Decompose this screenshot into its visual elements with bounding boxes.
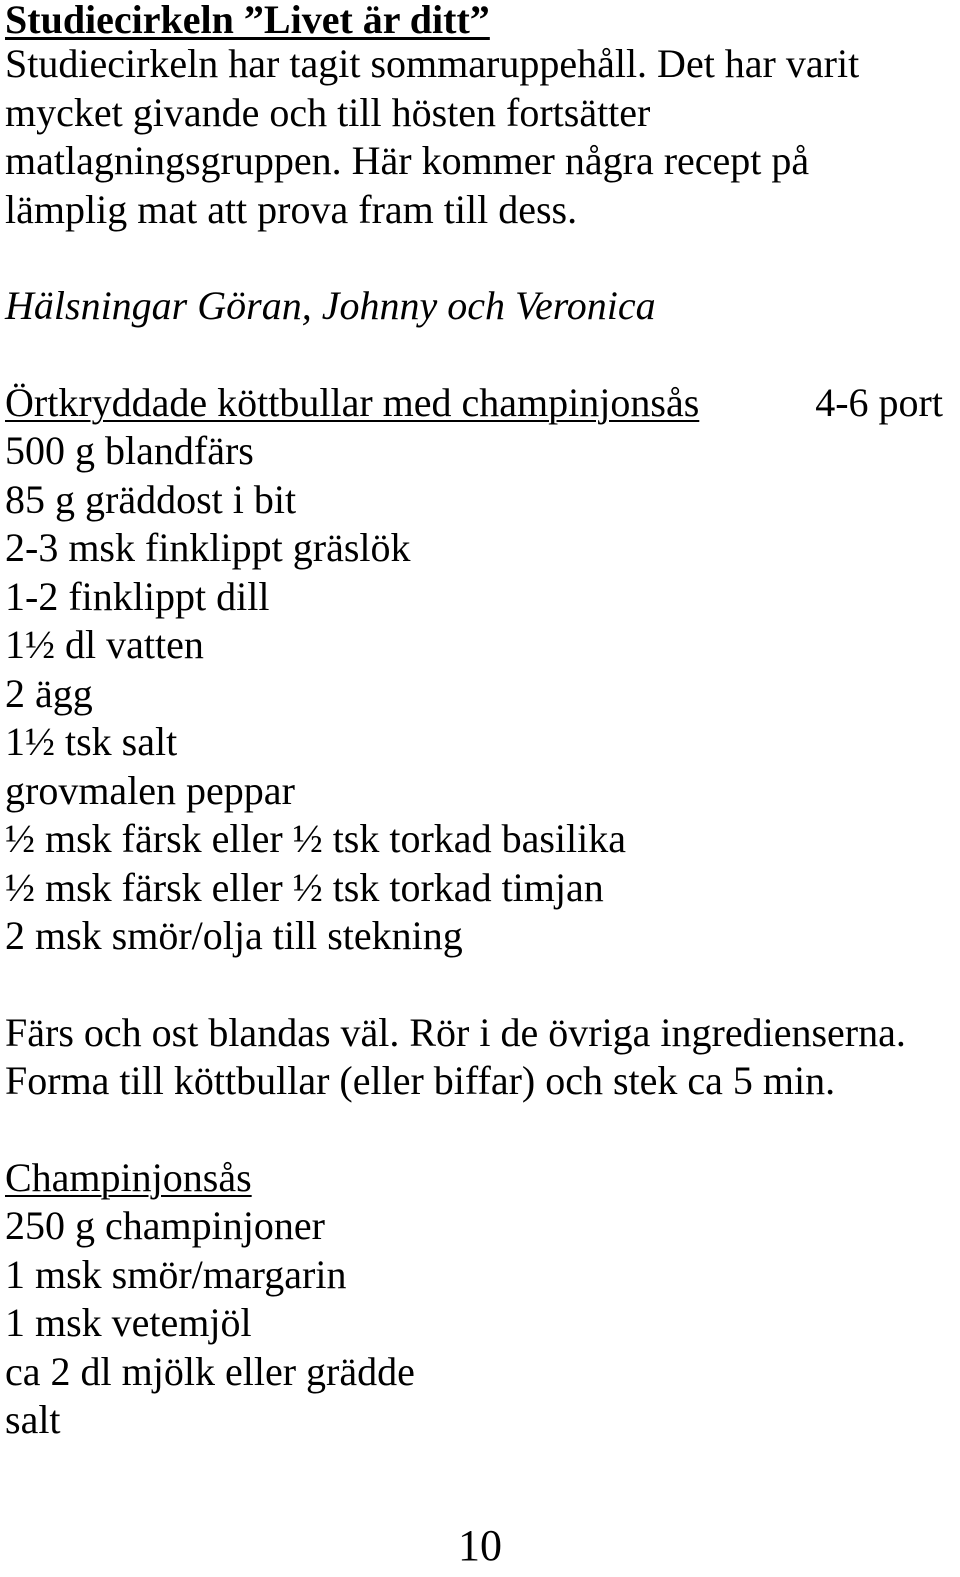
- ingredient-item: 2 msk smör/olja till stekning: [5, 913, 463, 958]
- ingredient-item: ½ msk färsk eller ½ tsk torkad basilika: [5, 816, 626, 861]
- intro-paragraph: [5, 40, 955, 234]
- recipe-portions: 4-6 port: [815, 379, 943, 425]
- intro-line: mycket givande och till hösten fortsätter: [5, 89, 651, 135]
- recipe-instructions: [5, 1009, 955, 1106]
- ingredient-item: 1½ dl vatten: [5, 622, 204, 667]
- recipe-header: [5, 379, 955, 428]
- ingredient-item: 1½ tsk salt: [5, 719, 178, 764]
- ingredient-item: ca 2 dl mjölk eller grädde: [5, 1348, 415, 1394]
- greeting-signature: Hälsningar Göran, Johnny och Veronica: [5, 283, 656, 328]
- ingredient-item: grovmalen peppar: [5, 767, 295, 813]
- document-title: Studiecirkeln ”Livet är ditt”: [5, 0, 490, 42]
- sauce-ingredient-list: [5, 1202, 955, 1445]
- ingredient-item: 2 ägg: [5, 670, 93, 716]
- ingredient-item: salt: [5, 1397, 61, 1442]
- ingredient-item: 2-3 msk finklippt gräslök: [5, 525, 411, 570]
- intro-line: matlagningsgruppen. Här kommer några recept på: [5, 138, 810, 183]
- ingredient-item: 85 g gräddost i bit: [5, 476, 297, 522]
- sauce-title: Champinjonsås: [5, 1154, 252, 1200]
- recipe-ingredient-list: [5, 427, 955, 961]
- instruction-line: Färs och ost blandas väl. Rör i de övriga ingredienserna.: [5, 1009, 906, 1055]
- intro-line: lämplig mat att prova fram till dess.: [5, 186, 578, 232]
- ingredient-item: 250 g champinjoner: [5, 1203, 325, 1248]
- instruction-line: Forma till köttbullar (eller biffar) och stek ca 5 min.: [5, 1058, 836, 1103]
- ingredient-item: 1-2 finklippt dill: [5, 573, 270, 619]
- recipe-title: Örtkryddade köttbullar med champinjonsås: [5, 379, 700, 425]
- intro-line: Studiecirkeln har tagit sommaruppehåll. Det har varit: [5, 41, 860, 86]
- page-number: 10: [458, 1521, 502, 1570]
- ingredient-item: 500 g blandfärs: [5, 428, 254, 473]
- document-page: [5, 0, 955, 1445]
- ingredient-item: ½ msk färsk eller ½ tsk torkad timjan: [5, 864, 604, 910]
- ingredient-item: 1 msk vetemjöl: [5, 1300, 252, 1345]
- ingredient-item: 1 msk smör/margarin: [5, 1251, 347, 1297]
